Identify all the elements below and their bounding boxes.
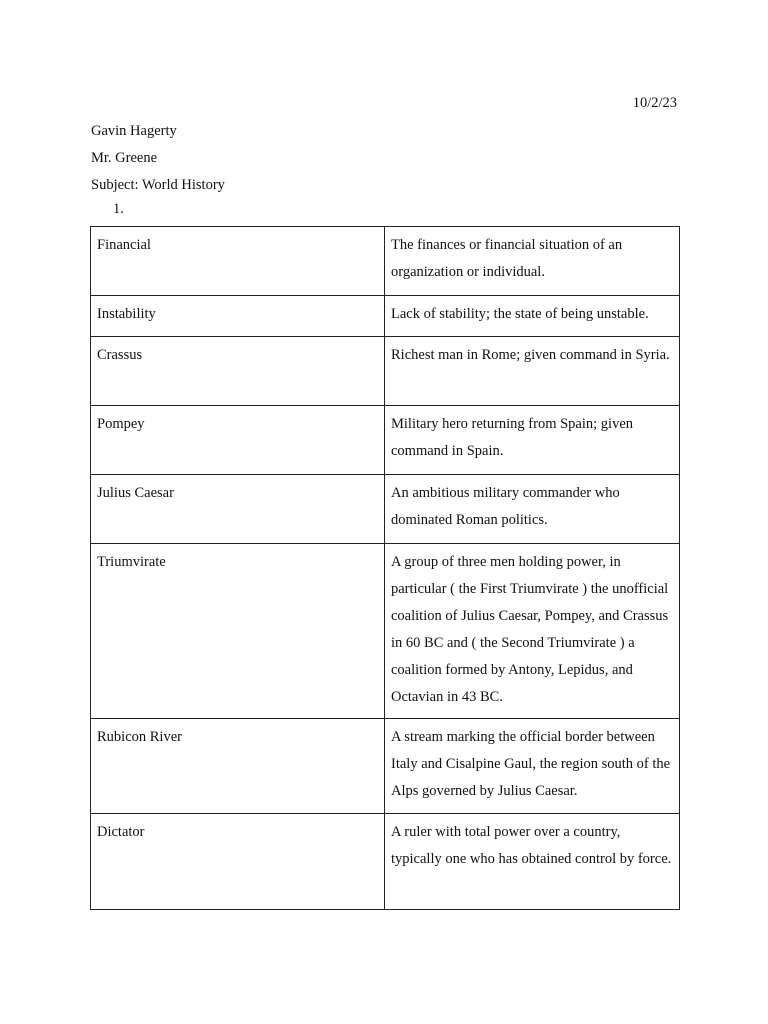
table-row	[91, 544, 680, 719]
table-row	[91, 406, 680, 475]
table-row	[91, 337, 680, 406]
definition-cell: A group of three men holding power, in particular ( the First Triumvirate ) the unofficial coalition of Julius Caesar, Pompey, and Crassus in 60 BC and ( the Second Triumvirate ) a coalition formed by Antony, Lepidus, and Octavian in 43 BC.	[385, 544, 680, 719]
definition-cell: Military hero returning from Spain; given command in Spain.	[385, 406, 680, 475]
table-row	[91, 227, 680, 296]
definition-cell: A ruler with total power over a country, typically one who has obtained control by force.	[385, 814, 680, 910]
term-cell: Pompey	[91, 406, 385, 475]
term-cell: Dictator	[91, 814, 385, 910]
term-cell: Triumvirate	[91, 544, 385, 719]
term-cell: Rubicon River	[91, 719, 385, 814]
definition-cell: Lack of stability; the state of being unstable.	[385, 296, 680, 337]
definition-cell: Richest man in Rome; given command in Syria.	[385, 337, 680, 406]
header-block	[91, 118, 225, 199]
definition-cell: An ambitious military commander who dominated Roman politics.	[385, 475, 680, 544]
table-row	[91, 814, 680, 910]
student-name: Gavin Hagerty	[91, 123, 177, 139]
table-row	[91, 719, 680, 814]
subject-line: Subject: World History	[91, 177, 225, 193]
term-cell: Julius Caesar	[91, 475, 385, 544]
date: 10/2/23	[632, 95, 677, 111]
term-cell: Crassus	[91, 337, 385, 406]
table-row	[91, 475, 680, 544]
teacher-name: Mr. Greene	[91, 150, 158, 166]
definition-cell: A stream marking the official border between Italy and Cisalpine Gaul, the region south of the Alps governed by Julius Caesar.	[385, 719, 680, 814]
table-row	[91, 296, 680, 337]
list-number: 1.	[113, 201, 124, 217]
vocabulary-table	[90, 226, 680, 910]
term-cell: Financial	[91, 227, 385, 296]
term-cell: Instability	[91, 296, 385, 337]
definition-cell: The finances or financial situation of an organization or individual.	[385, 227, 680, 296]
